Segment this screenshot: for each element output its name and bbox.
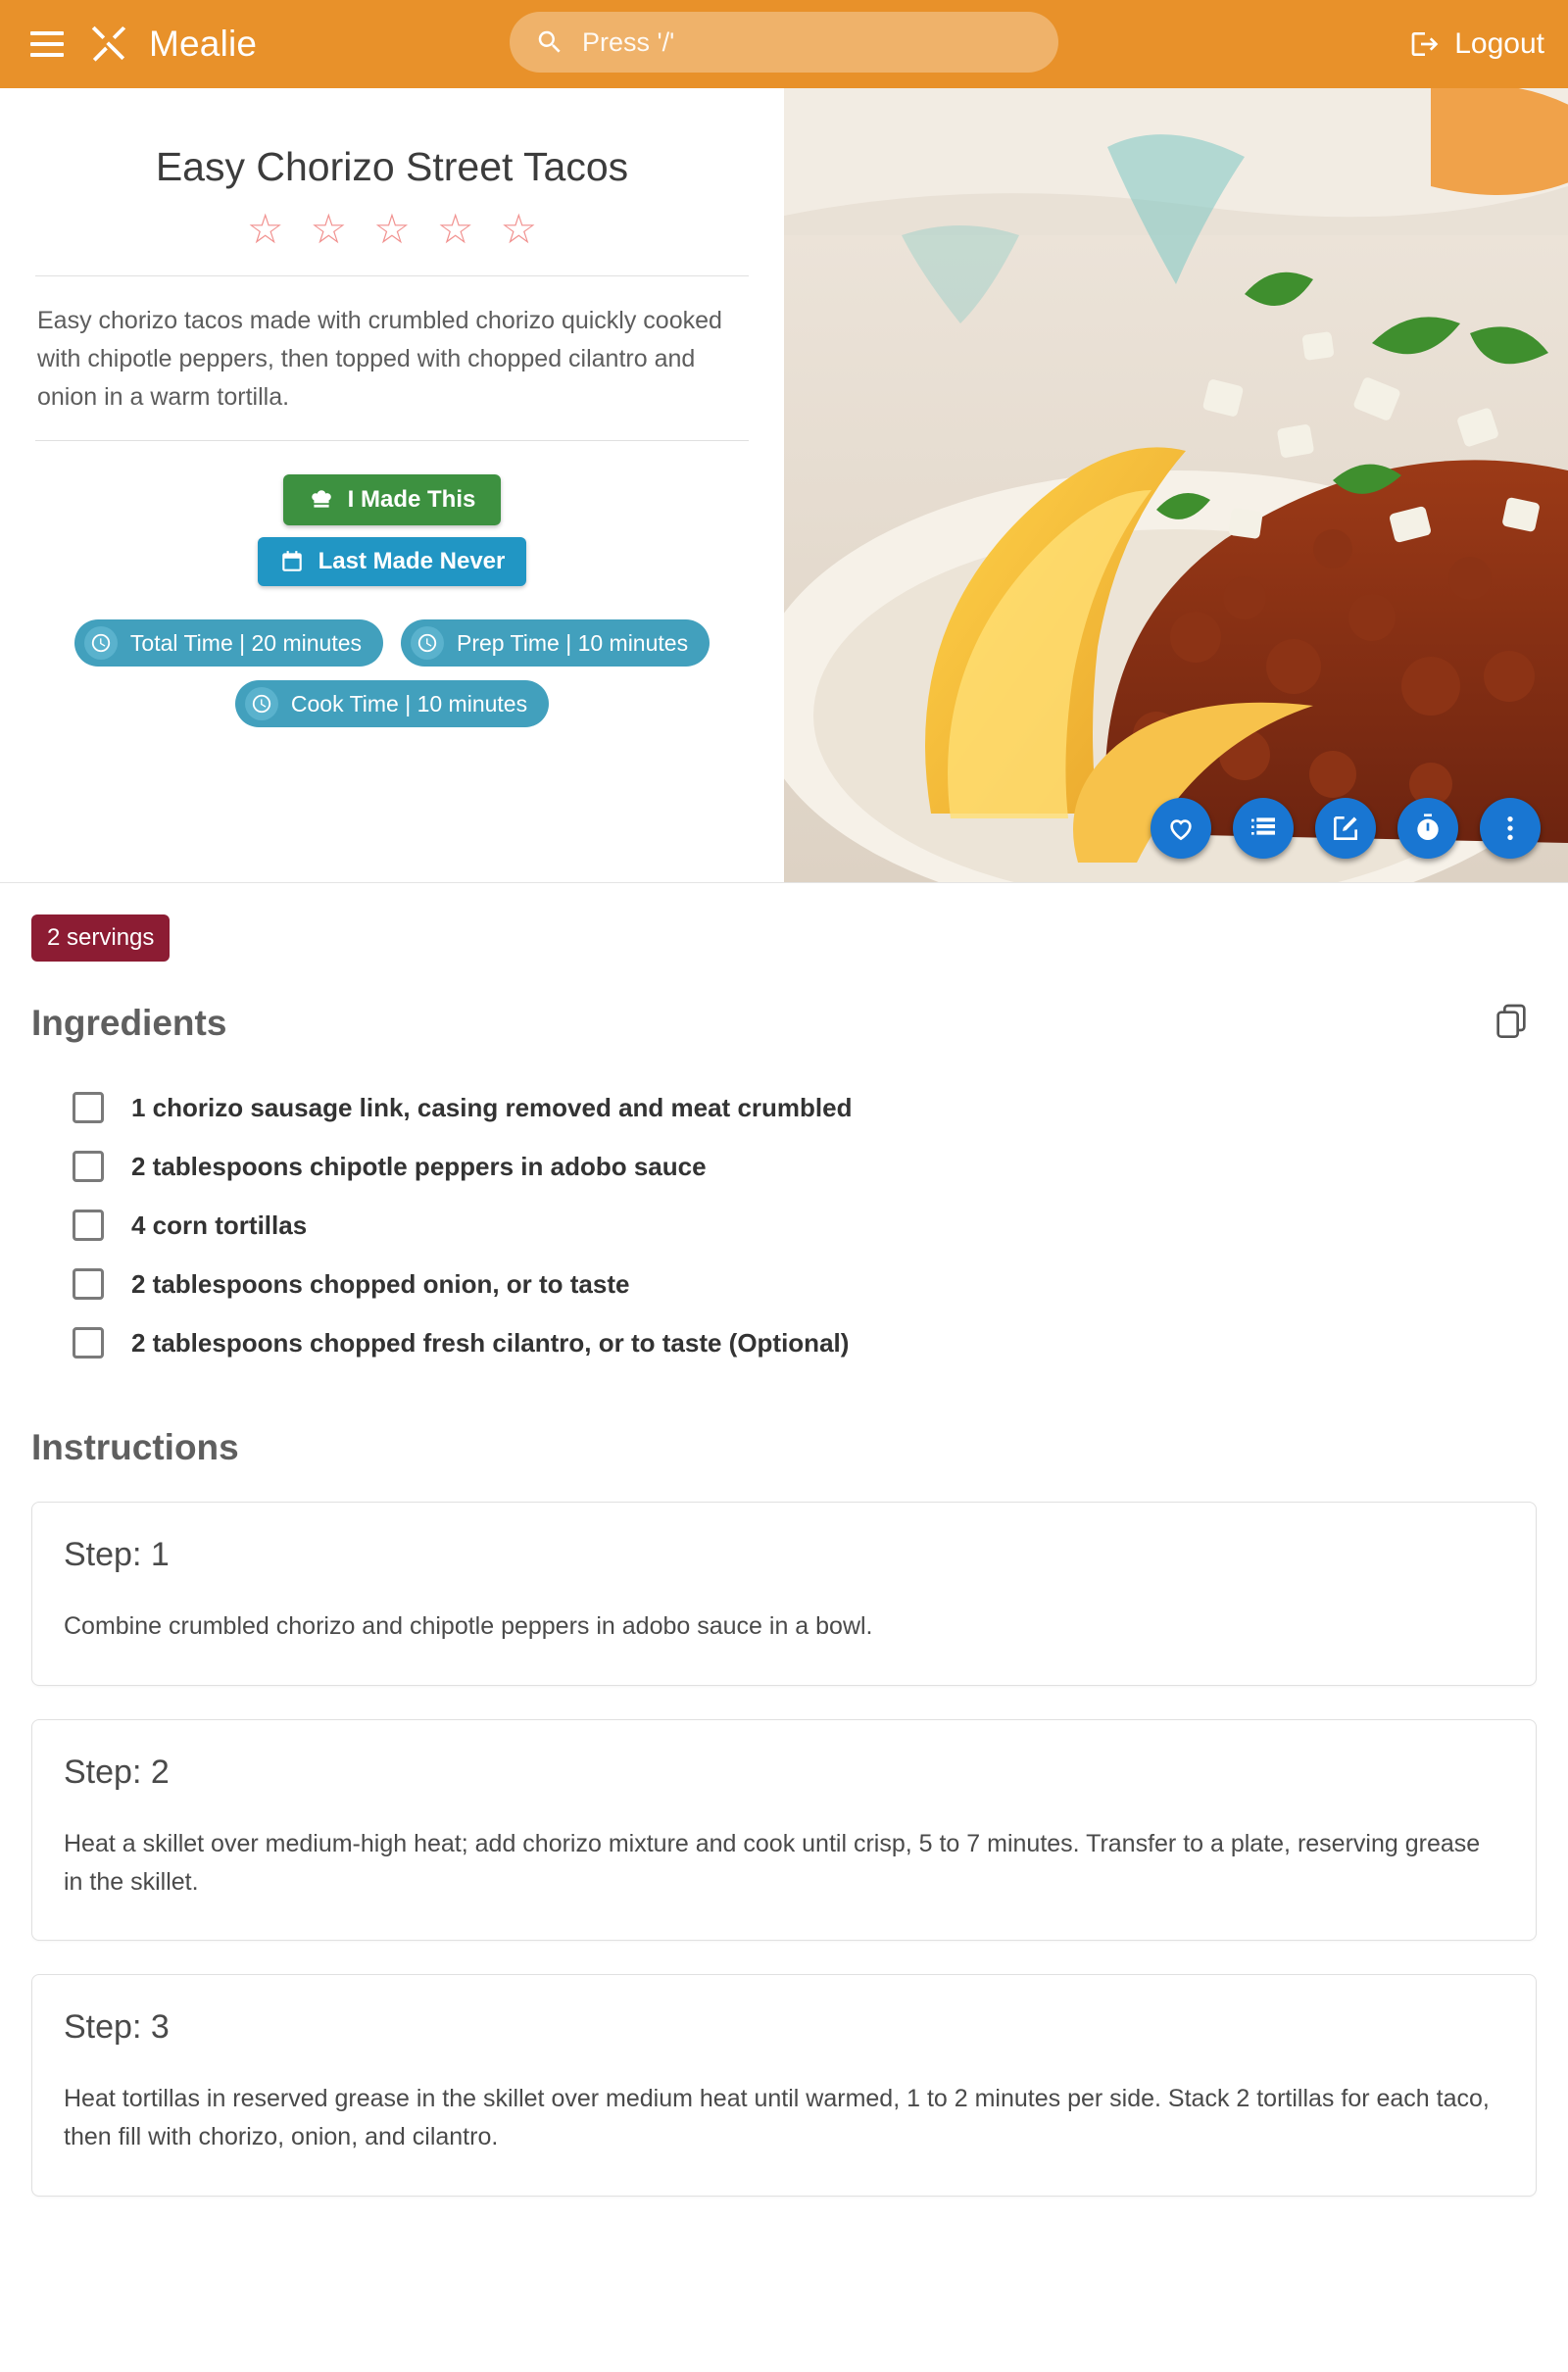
recipe-list-icon <box>1248 813 1279 844</box>
chip-cook-time[interactable] <box>235 680 549 727</box>
logout-label: Logout <box>1454 27 1544 60</box>
time-chips <box>33 619 751 727</box>
list-item[interactable] <box>31 1196 1537 1255</box>
recipe-description: Easy chorizo tacos made with crumbled chorizo quickly cooked with chipotle peppers, then topped with chopped cilantro and onion in a warm tortilla. <box>37 307 722 412</box>
ingredient-label: 1 chorizo sausage link, casing removed and meat crumbled <box>131 1092 853 1122</box>
star-5[interactable]: ☆ <box>500 206 538 253</box>
action-buttons <box>33 474 751 586</box>
ingredient-label: 2 tablespoons chopped fresh cilantro, or to taste (Optional) <box>131 1327 850 1358</box>
recipe-hero <box>0 88 1568 883</box>
step-title: Step: 3 <box>64 2008 170 2047</box>
i-made-this-label: I Made This <box>347 486 476 514</box>
star-2[interactable]: ☆ <box>310 206 348 253</box>
list-item[interactable] <box>31 1137 1537 1196</box>
step-title: Step: 2 <box>64 1753 170 1791</box>
favorite-button[interactable] <box>1151 798 1211 859</box>
edit-icon <box>1330 813 1361 844</box>
logout-button[interactable] <box>1409 27 1544 61</box>
search-bar[interactable] <box>510 12 1058 73</box>
search-icon <box>535 27 564 57</box>
step-text: Combine crumbled chorizo and chipotle peppers in adobo sauce in a bowl. <box>64 1612 873 1640</box>
checkbox-icon[interactable] <box>73 1268 104 1300</box>
clock-icon <box>411 626 444 660</box>
checkbox-icon[interactable] <box>73 1151 104 1182</box>
brand-title: Mealie <box>149 24 258 64</box>
status-badge[interactable]: 2 servings <box>31 914 170 962</box>
chip-cook-time-label: Cook Time | 10 minutes <box>290 690 528 717</box>
step-text: Heat tortillas in reserved grease in the skillet over medium heat until warmed, 1 to 2 minutes per side. Stack 2 tortillas for each taco, then fill with chorizo, onion, and cilantro. <box>64 2085 1490 2150</box>
ingredient-label: 2 tablespoons chipotle peppers in adobo sauce <box>131 1151 707 1181</box>
logout-icon <box>1409 28 1441 60</box>
star-1[interactable]: ☆ <box>246 206 284 253</box>
chip-total-time-label: Total Time | 20 minutes <box>129 629 362 656</box>
hamburger-menu-icon[interactable] <box>22 19 73 70</box>
ingredients-header <box>31 995 1537 1051</box>
checkbox-icon[interactable] <box>73 1092 104 1123</box>
copy-icon[interactable] <box>1486 995 1537 1051</box>
timer-icon <box>1412 813 1444 844</box>
calendar-icon <box>279 549 305 574</box>
chip-prep-time[interactable] <box>401 619 710 667</box>
recipe-photo <box>784 88 1568 882</box>
ingredient-label: 4 corn tortillas <box>131 1210 308 1240</box>
floating-action-buttons <box>1151 798 1541 859</box>
ingredients-list <box>31 1078 1537 1372</box>
timer-button[interactable] <box>1397 798 1458 859</box>
edit-recipe-button[interactable] <box>1315 798 1376 859</box>
checkbox-icon[interactable] <box>73 1210 104 1241</box>
last-made-button[interactable] <box>258 537 527 586</box>
recipe-summary <box>0 88 784 882</box>
list-item[interactable] <box>31 1255 1537 1313</box>
divider-bottom <box>35 440 749 441</box>
clock-icon <box>84 626 118 660</box>
step-text: Heat a skillet over medium-high heat; add chorizo mixture and cook until crisp, 5 to 7 minutes. Transfer to a plate, reserving grease in the skillet. <box>64 1829 1481 1896</box>
instruction-step[interactable] <box>31 1719 1537 1942</box>
step-title: Step: 1 <box>64 1536 170 1573</box>
clock-icon <box>245 687 278 720</box>
fork-knife-icon <box>86 22 131 67</box>
heart-icon <box>1165 813 1197 844</box>
chef-hat-icon <box>309 487 334 513</box>
i-made-this-button[interactable] <box>283 474 502 525</box>
add-to-list-button[interactable] <box>1233 798 1294 859</box>
rating-stars[interactable] <box>33 206 751 253</box>
dots-vertical-icon <box>1494 813 1526 844</box>
recipe-body <box>0 883 1568 2197</box>
instruction-step[interactable] <box>31 1974 1537 2197</box>
page-title: Easy Chorizo Street Tacos <box>155 144 629 189</box>
chip-total-time[interactable] <box>74 619 383 667</box>
instruction-step[interactable] <box>31 1502 1537 1686</box>
star-3[interactable]: ☆ <box>373 206 411 253</box>
chip-prep-time-label: Prep Time | 10 minutes <box>457 629 689 656</box>
more-options-button[interactable] <box>1480 798 1541 859</box>
list-item[interactable] <box>31 1078 1537 1137</box>
last-made-label: Last Made Never <box>318 548 506 575</box>
list-item[interactable] <box>31 1313 1537 1372</box>
instructions-title: Instructions <box>31 1427 239 1467</box>
recipe-image <box>784 88 1568 882</box>
checkbox-icon[interactable] <box>73 1327 104 1359</box>
search-input[interactable] <box>580 26 1033 59</box>
ingredients-title: Ingredients <box>31 1002 227 1043</box>
brand[interactable] <box>86 22 257 67</box>
star-4[interactable]: ☆ <box>436 206 474 253</box>
app-bar <box>0 0 1568 88</box>
ingredient-label: 2 tablespoons chopped onion, or to taste <box>131 1268 630 1299</box>
